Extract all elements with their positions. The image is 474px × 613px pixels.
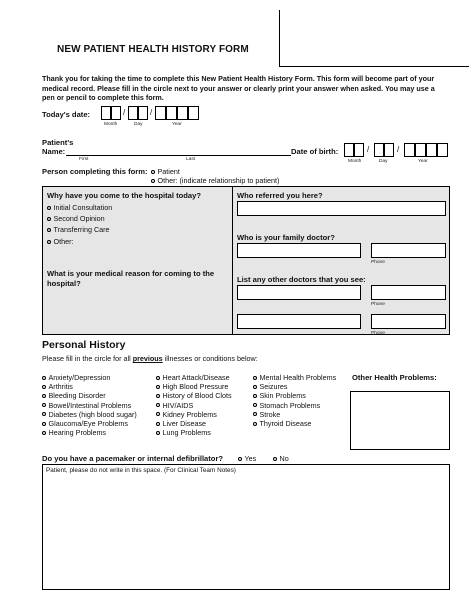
- patient-name-label-line1: Patient's: [42, 138, 74, 147]
- radio-circle-icon: [238, 457, 242, 461]
- option-label: Heart Attack/Disease: [162, 373, 230, 382]
- instruction-part-1: Please fill in the circle for all: [42, 354, 133, 363]
- dob-year-caption: Year: [418, 159, 428, 164]
- instruction-part-2: illnesses or conditions below:: [162, 354, 258, 363]
- radio-circle-icon: [47, 206, 51, 210]
- history-option[interactable]: [156, 391, 232, 400]
- checkbox-circle-icon: [42, 412, 46, 416]
- checkbox-circle-icon: [156, 376, 160, 380]
- dob-month-box-2[interactable]: [354, 143, 364, 157]
- checkbox-circle-icon: [42, 394, 46, 398]
- why-option-second[interactable]: [47, 214, 105, 223]
- checkbox-circle-icon: [156, 394, 160, 398]
- date-year-box-4[interactable]: [188, 106, 199, 120]
- personal-history-instruction: [42, 354, 258, 363]
- dob-year-box-2[interactable]: [415, 143, 426, 157]
- family-doctor-phone-caption: Phone: [371, 260, 385, 265]
- reason-question-line1: What is your medical reason for coming to the: [47, 269, 215, 278]
- option-label: History of Blood Clots: [162, 391, 232, 401]
- dob-day-caption: Day: [379, 159, 388, 164]
- date-day-caption: Day: [134, 122, 143, 127]
- person-completing-label: Person completing this form:: [42, 167, 148, 176]
- checkbox-circle-icon: [42, 422, 46, 426]
- option-label: High Blood Pressure: [162, 382, 229, 392]
- history-option[interactable]: [42, 428, 106, 437]
- checkbox-circle-icon: [42, 403, 46, 407]
- why-option-initial[interactable]: [47, 203, 112, 212]
- option-label: Yes: [244, 454, 257, 463]
- first-name-caption: First: [79, 157, 89, 162]
- reason-question-line2: hospital?: [47, 279, 81, 288]
- date-month-box-1[interactable]: [101, 106, 111, 120]
- option-label: Second Opinion: [53, 214, 105, 223]
- option-label: Mental Health Problems: [259, 373, 337, 382]
- option-label: Hearing Problems: [48, 428, 107, 438]
- family-doctor-question: Who is your family doctor?: [237, 233, 335, 242]
- dob-separator-1: /: [367, 145, 370, 154]
- radio-circle-icon: [47, 240, 51, 244]
- option-label: Skin Problems: [259, 391, 306, 401]
- other-doctor-input-1[interactable]: [237, 285, 361, 300]
- patient-name-line[interactable]: [66, 155, 291, 156]
- option-label: Thyroid Disease: [259, 419, 312, 428]
- panel-divider: [232, 186, 233, 335]
- checkbox-circle-icon: [42, 431, 46, 435]
- history-option[interactable]: [42, 410, 137, 419]
- other-doctor-input-2[interactable]: [237, 314, 361, 329]
- clinical-notes-box: [42, 464, 450, 590]
- option-label: Diabetes (high blood sugar): [48, 409, 137, 419]
- completing-option-patient[interactable]: [151, 167, 180, 176]
- dob-year-box-1[interactable]: [404, 143, 415, 157]
- form-title: NEW PATIENT HEALTH HISTORY FORM: [57, 44, 249, 55]
- option-label: Patient: [157, 167, 180, 176]
- option-label: No: [279, 454, 289, 463]
- checkbox-circle-icon: [253, 385, 257, 389]
- date-year-box-1[interactable]: [155, 106, 166, 120]
- why-option-transfer[interactable]: [47, 225, 110, 234]
- checkbox-circle-icon: [42, 385, 46, 389]
- referred-input[interactable]: [237, 201, 446, 216]
- checkbox-circle-icon: [156, 412, 160, 416]
- history-option[interactable]: [253, 410, 280, 419]
- family-doctor-input[interactable]: [237, 243, 361, 258]
- option-label: Liver Disease: [162, 419, 207, 428]
- other-doctor-phone-caption-2: Phone: [371, 331, 385, 336]
- dob-year-box-3[interactable]: [426, 143, 437, 157]
- history-option[interactable]: [42, 391, 106, 400]
- checkbox-circle-icon: [42, 376, 46, 380]
- clinical-notes-text: Patient, please do not write in this space. (For Clinical Team Notes): [46, 467, 236, 474]
- patient-name-label-line2: Name:: [42, 147, 66, 156]
- checkbox-circle-icon: [253, 403, 257, 407]
- dob-separator-2: /: [397, 145, 400, 154]
- other-doctor-phone-input-2[interactable]: [371, 314, 446, 329]
- header-frame-horizontal: [279, 66, 469, 67]
- history-option[interactable]: [253, 401, 320, 410]
- date-year-box-2[interactable]: [166, 106, 177, 120]
- history-option[interactable]: [156, 373, 230, 382]
- date-day-box-2[interactable]: [138, 106, 148, 120]
- history-option[interactable]: [253, 373, 336, 382]
- date-year-caption: Year: [172, 122, 182, 127]
- dob-day-box-2[interactable]: [384, 143, 394, 157]
- pacemaker-question: Do you have a pacemaker or internal defibrillator?: [42, 454, 224, 463]
- dob-month-caption: Month: [348, 159, 362, 164]
- pacemaker-option-no[interactable]: [273, 454, 289, 463]
- completing-option-other[interactable]: [151, 176, 279, 185]
- date-day-box-1[interactable]: [128, 106, 138, 120]
- history-option[interactable]: [42, 382, 73, 391]
- history-option[interactable]: [156, 410, 217, 419]
- instruction-emphasis: previous: [132, 354, 163, 363]
- checkbox-circle-icon: [253, 412, 257, 416]
- option-label: Other: (indicate relationship to patient): [157, 176, 280, 185]
- pacemaker-option-yes[interactable]: [238, 454, 256, 463]
- history-option[interactable]: [253, 419, 311, 428]
- other-doctor-phone-caption-1: Phone: [371, 302, 385, 307]
- dob-year-box-4[interactable]: [437, 143, 448, 157]
- date-separator-1: /: [123, 108, 126, 117]
- option-label: Initial Consultation: [53, 203, 113, 212]
- header-frame-vertical: [279, 10, 280, 66]
- history-option[interactable]: [42, 419, 128, 428]
- checkbox-circle-icon: [156, 422, 160, 426]
- todays-date-label: Today's date:: [42, 110, 91, 119]
- last-name-caption: Last: [186, 157, 196, 162]
- date-month-caption: Month: [104, 122, 118, 127]
- option-label: Other:: [53, 237, 74, 246]
- why-question: Why have you come to the hospital today?: [47, 191, 202, 200]
- history-option[interactable]: [42, 401, 131, 410]
- radio-circle-icon: [151, 170, 155, 174]
- checkbox-circle-icon: [253, 376, 257, 380]
- why-option-other[interactable]: [47, 237, 73, 246]
- option-label: Lung Problems: [162, 428, 211, 438]
- date-month-box-2[interactable]: [111, 106, 121, 120]
- radio-circle-icon: [47, 228, 51, 232]
- radio-circle-icon: [273, 457, 277, 461]
- history-option[interactable]: [253, 382, 287, 391]
- checkbox-circle-icon: [156, 431, 160, 435]
- checkbox-circle-icon: [253, 394, 257, 398]
- option-label: Anxiety/Depression: [48, 373, 111, 382]
- referred-question: Who referred you here?: [237, 191, 323, 200]
- history-option[interactable]: [156, 428, 211, 437]
- other-health-problems-label: Other Health Problems:: [352, 373, 437, 382]
- option-label: Seizures: [259, 382, 288, 392]
- option-label: HIV/AIDS: [162, 400, 194, 410]
- history-option[interactable]: [42, 373, 110, 382]
- option-label: Transferring Care: [53, 225, 110, 234]
- intro-text: Thank you for taking the time to complete this New Patient Health History Form. This form will become part of your medical record. Please fill in the circle next to your answer or clearly print your answer when asked. You may use a pen or pencil to complete this form.: [42, 74, 435, 102]
- history-option[interactable]: [156, 419, 206, 428]
- checkbox-circle-icon: [156, 403, 160, 407]
- personal-history-heading: Personal History: [42, 339, 126, 351]
- other-health-problems-input[interactable]: [350, 391, 450, 450]
- checkbox-circle-icon: [156, 385, 160, 389]
- checkbox-circle-icon: [253, 422, 257, 426]
- option-label: Kidney Problems: [162, 409, 217, 419]
- dob-day-box-1[interactable]: [374, 143, 384, 157]
- date-separator-2: /: [150, 108, 153, 117]
- option-label: Bleeding Disorder: [48, 391, 106, 401]
- history-option[interactable]: [156, 401, 193, 410]
- option-label: Arthritis: [48, 382, 73, 392]
- option-label: Stroke: [259, 409, 281, 419]
- radio-circle-icon: [47, 217, 51, 221]
- other-doctor-phone-input-1[interactable]: [371, 285, 446, 300]
- date-year-box-3[interactable]: [177, 106, 188, 120]
- dob-label: Date of birth:: [291, 147, 339, 156]
- history-option[interactable]: [156, 382, 228, 391]
- option-label: Glaucoma/Eye Problems: [48, 419, 128, 428]
- option-label: Bowel/Intestinal Problems: [48, 400, 132, 410]
- dob-month-box-1[interactable]: [344, 143, 354, 157]
- other-doctors-question: List any other doctors that you see:: [237, 275, 366, 284]
- history-option[interactable]: [253, 391, 306, 400]
- option-label: Stomach Problems: [259, 400, 321, 410]
- family-doctor-phone-input[interactable]: [371, 243, 446, 258]
- radio-circle-icon: [151, 179, 155, 183]
